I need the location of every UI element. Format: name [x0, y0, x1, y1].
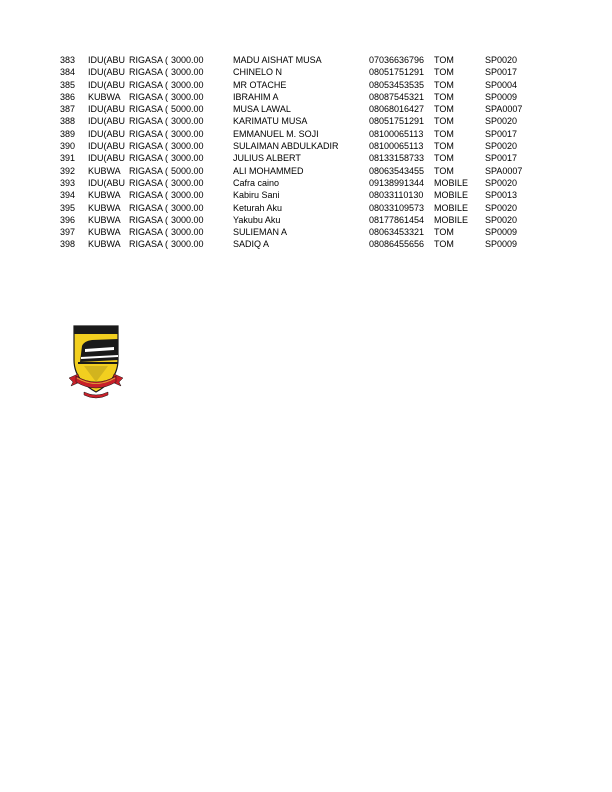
code-cell: SP0020: [485, 202, 518, 213]
row-number: 394: [60, 190, 76, 201]
records-table: [0, 54, 612, 251]
code-cell: SP0017: [485, 153, 518, 164]
passenger-name-cell: JULIUS ALBERT: [233, 153, 301, 164]
phone-cell: 08063543455: [369, 165, 425, 176]
phone-cell: 08086455656: [369, 239, 425, 250]
table-row: [0, 128, 612, 140]
phone-cell: 08033109573: [369, 202, 425, 213]
destination-cell: RIGASA (: [129, 227, 169, 238]
code-cell: SP0017: [485, 128, 518, 139]
destination-cell: RIGASA (: [129, 214, 169, 225]
passenger-name-cell: SULIEMAN A: [233, 227, 288, 238]
table-row: [0, 214, 612, 226]
railway-crest-icon: [68, 322, 124, 400]
amount-cell: 3000.00: [171, 55, 204, 65]
origin-cell: IDU(ABU: [88, 153, 126, 164]
row-number: 396: [60, 214, 76, 225]
origin-cell: IDU(ABU: [88, 177, 126, 188]
amount-cell: 3000.00: [171, 91, 204, 102]
origin-cell: IDU(ABU: [88, 141, 126, 152]
table-row: [0, 202, 612, 214]
passenger-name-cell: SADIQ A: [233, 239, 270, 250]
table-row: [0, 115, 612, 127]
table-row: [0, 140, 612, 152]
table-row: [0, 226, 612, 238]
row-number: 387: [60, 104, 76, 115]
origin-cell: IDU(ABU: [88, 55, 126, 65]
amount-cell: 5000.00: [171, 165, 204, 176]
passenger-name-cell: SULAIMAN ABDULKADIR: [233, 141, 339, 152]
row-number: 388: [60, 116, 76, 127]
network-cell: TOM: [434, 104, 454, 115]
destination-cell: RIGASA (: [129, 116, 169, 127]
phone-cell: 08051751291: [369, 116, 425, 127]
row-number: 391: [60, 153, 76, 164]
network-cell: TOM: [434, 239, 454, 250]
phone-cell: 08133158733: [369, 153, 425, 164]
destination-cell: RIGASA (: [129, 128, 169, 139]
table-row: [0, 177, 612, 189]
origin-cell: KUBWA: [88, 165, 121, 176]
phone-cell: 08068016427: [369, 104, 425, 115]
table-row: [0, 66, 612, 78]
origin-cell: KUBWA: [88, 202, 121, 213]
amount-cell: 5000.00: [171, 104, 204, 115]
passenger-name-cell: Keturah Aku: [233, 202, 283, 213]
destination-cell: RIGASA (: [129, 202, 169, 213]
row-number: 389: [60, 128, 76, 139]
code-cell: SP0020: [485, 116, 518, 127]
phone-cell: 08063453321: [369, 227, 425, 238]
table-row: [0, 152, 612, 164]
destination-cell: RIGASA (: [129, 239, 169, 250]
destination-cell: RIGASA (: [129, 104, 169, 115]
passenger-name-cell: MUSA LAWAL: [233, 104, 291, 115]
phone-cell: 09138991344: [369, 177, 425, 188]
code-cell: SP0009: [485, 227, 518, 238]
passenger-name-cell: CHINELO N: [233, 67, 283, 78]
row-number: 385: [60, 79, 76, 90]
passenger-name-cell: MADU AISHAT MUSA: [233, 55, 322, 65]
network-cell: TOM: [434, 55, 454, 65]
origin-cell: IDU(ABU: [88, 104, 126, 115]
row-number: 390: [60, 141, 76, 152]
table-row: [0, 54, 612, 66]
phone-cell: 07036636796: [369, 55, 425, 65]
row-number: 398: [60, 239, 76, 250]
amount-cell: 3000.00: [171, 116, 204, 127]
origin-cell: IDU(ABU: [88, 67, 126, 78]
destination-cell: RIGASA (: [129, 190, 169, 201]
destination-cell: RIGASA (: [129, 55, 169, 65]
origin-cell: KUBWA: [88, 214, 121, 225]
phone-cell: 08100065113: [369, 141, 424, 152]
row-number: 392: [60, 165, 76, 176]
amount-cell: 3000.00: [171, 227, 204, 238]
passenger-name-cell: IBRAHIM A: [233, 91, 279, 102]
destination-cell: RIGASA (: [129, 67, 169, 78]
row-number: 395: [60, 202, 76, 213]
table-row: [0, 79, 612, 91]
code-cell: SP0009: [485, 91, 518, 102]
destination-cell: RIGASA (: [129, 79, 169, 90]
amount-cell: 3000.00: [171, 153, 204, 164]
amount-cell: 3000.00: [171, 202, 204, 213]
destination-cell: RIGASA (: [129, 141, 169, 152]
phone-cell: 08177861454: [369, 214, 425, 225]
network-cell: TOM: [434, 91, 454, 102]
network-cell: TOM: [434, 128, 454, 139]
network-cell: MOBILE: [434, 214, 469, 225]
destination-cell: RIGASA (: [129, 91, 169, 102]
passenger-name-cell: EMMANUEL M. SOJI: [233, 128, 319, 139]
amount-cell: 3000.00: [171, 128, 204, 139]
code-cell: SPA0007: [485, 104, 523, 115]
row-number: 386: [60, 91, 76, 102]
code-cell: SP0013: [485, 190, 518, 201]
amount-cell: 3000.00: [171, 141, 204, 152]
network-cell: TOM: [434, 141, 454, 152]
origin-cell: KUBWA: [88, 91, 121, 102]
row-number: 397: [60, 227, 76, 238]
table-row: [0, 91, 612, 103]
phone-cell: 08100065113: [369, 128, 424, 139]
code-cell: SP0020: [485, 55, 518, 65]
table-row: [0, 165, 612, 177]
passenger-name-cell: ALI MOHAMMED: [233, 165, 304, 176]
passenger-name-cell: Kabiru Sani: [233, 190, 280, 201]
network-cell: TOM: [434, 153, 454, 164]
origin-cell: IDU(ABU: [88, 116, 126, 127]
phone-cell: 08053453535: [369, 79, 425, 90]
phone-cell: 08051751291: [369, 67, 425, 78]
destination-cell: RIGASA (: [129, 165, 169, 176]
row-number: 383: [60, 55, 76, 65]
phone-cell: 08033110130: [369, 190, 424, 201]
code-cell: SP0017: [485, 67, 518, 78]
destination-cell: RIGASA (: [129, 153, 169, 164]
amount-cell: 3000.00: [171, 177, 204, 188]
code-cell: SP0004: [485, 79, 518, 90]
origin-cell: KUBWA: [88, 239, 121, 250]
network-cell: MOBILE: [434, 190, 469, 201]
network-cell: MOBILE: [434, 202, 469, 213]
phone-cell: 08087545321: [369, 91, 425, 102]
amount-cell: 3000.00: [171, 214, 204, 225]
amount-cell: 3000.00: [171, 190, 204, 201]
passenger-name-cell: KARIMATU MUSA: [233, 116, 308, 127]
passenger-name-cell: Cafra caino: [233, 177, 280, 188]
network-cell: MOBILE: [434, 177, 469, 188]
table-row: [0, 238, 612, 250]
network-cell: TOM: [434, 67, 454, 78]
destination-cell: RIGASA (: [129, 177, 169, 188]
origin-cell: IDU(ABU: [88, 128, 126, 139]
origin-cell: KUBWA: [88, 190, 121, 201]
row-number: 393: [60, 177, 76, 188]
network-cell: TOM: [434, 116, 454, 127]
code-cell: SP0020: [485, 177, 518, 188]
amount-cell: 3000.00: [171, 239, 204, 250]
amount-cell: 3000.00: [171, 79, 204, 90]
network-cell: TOM: [434, 165, 454, 176]
code-cell: SP0009: [485, 239, 518, 250]
code-cell: SPA0007: [485, 165, 523, 176]
network-cell: TOM: [434, 227, 454, 238]
network-cell: TOM: [434, 79, 454, 90]
table-row: [0, 103, 612, 115]
code-cell: SP0020: [485, 141, 518, 152]
table-row: [0, 189, 612, 201]
passenger-name-cell: Yakubu Aku: [233, 214, 281, 225]
amount-cell: 3000.00: [171, 67, 204, 78]
origin-cell: IDU(ABU: [88, 79, 126, 90]
row-number: 384: [60, 67, 76, 78]
origin-cell: KUBWA: [88, 227, 121, 238]
code-cell: SP0020: [485, 214, 518, 225]
passenger-name-cell: MR OTACHE: [233, 79, 287, 90]
